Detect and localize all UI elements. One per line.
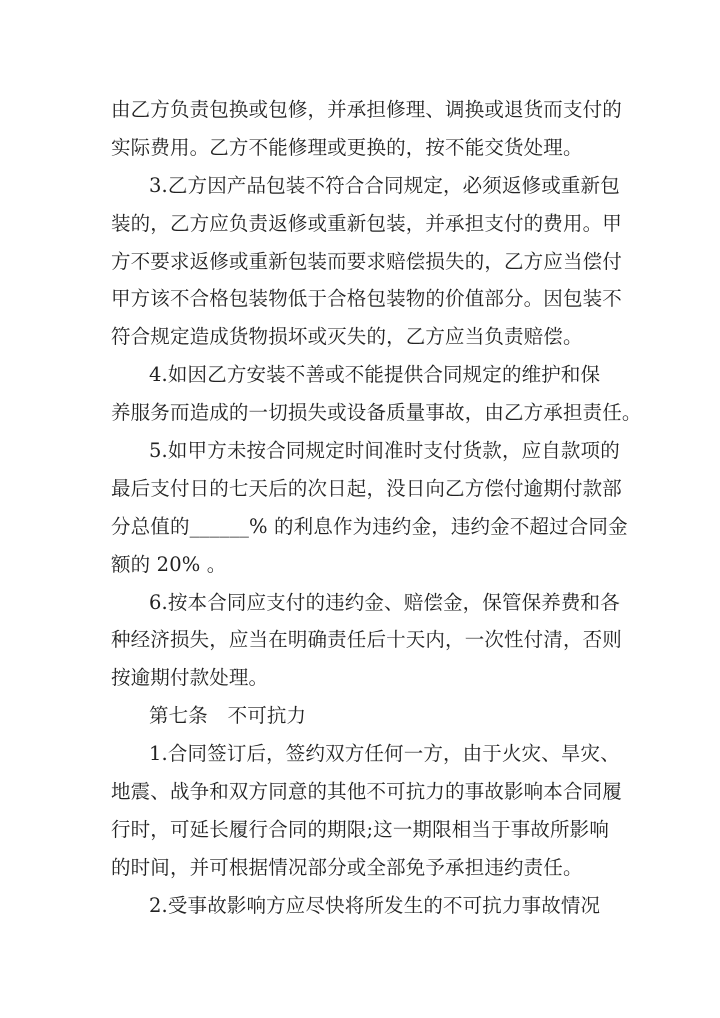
text-line: 种经济损失，应当在明确责任后十天内，一次性付清，否则 [111,628,622,652]
text-line: 行时，可延长履行合同的期限;这一期限相当于事故所影响 [111,817,609,841]
text-line: 的时间，并可根据情况部分或全部免予承担违约责任。 [111,855,583,879]
text-line: 养服务而造成的一切损失或设备质量事故，由乙方承担责任。 [111,401,642,425]
section-heading: 第七条 不可抗力 [149,704,307,728]
text-line: 符合规定造成货物损坏或灭失的，乙方应当负责赔偿。 [111,325,583,349]
text-line: 装的，乙方应负责返修或重新包装，并承担支付的费用。甲 [111,211,622,235]
text-line: 额的 20% 。 [111,552,227,576]
text-line: 地震、战争和双方同意的其他不可抗力的事故影响本合同履 [111,780,622,804]
text-line: 最后支付日的七天后的次日起，没日向乙方偿付逾期付款部 [111,476,622,500]
text-line: 1.合同签订后，签约双方任何一方，由于火灾、旱灾、 [149,742,620,766]
text-line: 2.受事故影响方应尽快将所发生的不可抗力事故情况 [149,893,601,917]
text-line: 3.乙方因产品包装不符合合同规定，必须返修或重新包 [149,173,620,197]
text-line: 5.如甲方未按合同规定时间准时支付货款，应自款项的 [149,439,620,463]
text-line: 方不要求返修或重新包装而要求赔偿损失的，乙方应当偿付 [111,249,622,273]
text-line: 4.如因乙方安装不善或不能提供合同规定的维护和保 [149,363,601,387]
text-line: 由乙方负责包换或包修，并承担修理、调换或退货而支付的 [111,98,622,121]
text-line: 实际费用。乙方不能修理或更换的，按不能交货处理。 [111,135,583,159]
text-line: 分总值的______% 的利息作为违约金，违约金不超过合同金 [111,514,628,538]
text-line: 甲方该不合格包装物低于合格包装物的价值部分。因包装不 [111,287,622,311]
text-line: 6.按本合同应支付的违约金、赔偿金，保管保养费和各 [149,590,620,614]
text-line: 按逾期付款处理。 [111,666,269,690]
